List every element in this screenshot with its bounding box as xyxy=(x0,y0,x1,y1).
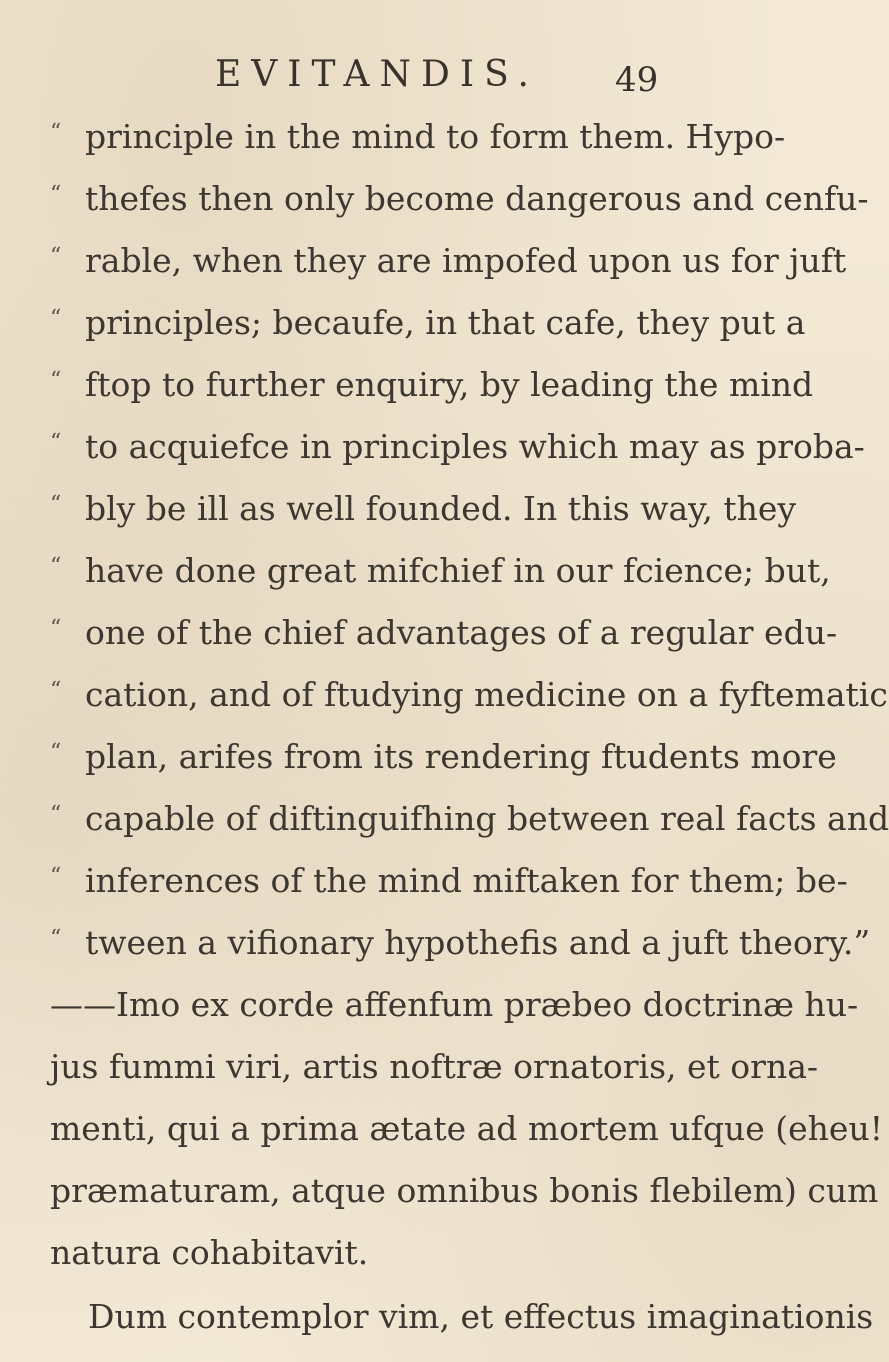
text-line xyxy=(0,1228,800,1278)
text-line xyxy=(0,298,806,348)
line-text: jus fummi viri, artis noftræ ornatoris, et orna- xyxy=(50,1047,819,1086)
line-text: natura cohabitavit. xyxy=(50,1233,369,1272)
text-line xyxy=(0,484,800,534)
line-text: tween a vifionary hypothefis and a juft theory.” xyxy=(85,923,871,962)
quote-mark: “ xyxy=(50,430,62,455)
text-line xyxy=(0,856,848,906)
page-number: 49 xyxy=(615,60,659,100)
line-text: præmaturam, atque omnibus bonis flebilem) cum xyxy=(50,1171,879,1210)
text-line xyxy=(0,608,838,658)
quote-mark: “ xyxy=(50,182,62,207)
quote-mark: “ xyxy=(50,554,62,579)
quote-mark: “ xyxy=(50,678,62,703)
line-text: rable, when they are impofed upon us for juft xyxy=(85,241,847,280)
running-title: EVITANDIS. xyxy=(215,54,539,95)
line-text: one of the chief advantages of a regular edu- xyxy=(85,613,838,652)
quote-mark: “ xyxy=(50,740,62,765)
line-text: have done great mifchief in our fcience; but, xyxy=(85,551,831,590)
text-line xyxy=(0,422,865,472)
line-text: principle in the mind to form them. Hypo- xyxy=(85,117,786,156)
running-head xyxy=(0,44,800,104)
quote-mark: “ xyxy=(50,492,62,517)
text-line xyxy=(0,980,859,1030)
line-text: principles; becaufe, in that cafe, they put a xyxy=(85,303,806,342)
text-line xyxy=(0,1042,819,1092)
line-text: plan, arifes from its rendering ftudents more xyxy=(85,737,837,776)
line-text: menti, qui a prima ætate ad mortem ufque (eheu! xyxy=(50,1109,883,1148)
text-line xyxy=(0,1292,874,1342)
line-text: ——Imo ex corde affenfum præbeo doctrinæ hu- xyxy=(50,985,859,1024)
text-line xyxy=(0,670,888,720)
quote-mark: “ xyxy=(50,926,62,951)
quote-mark: “ xyxy=(50,120,62,145)
line-text: to acquiefce in principles which may as proba- xyxy=(85,427,865,466)
text-line xyxy=(0,794,889,844)
line-text: capable of diftinguifhing between real facts and xyxy=(85,799,889,838)
text-line xyxy=(0,732,837,782)
text-line xyxy=(0,918,871,968)
text-line xyxy=(0,236,847,286)
text-line xyxy=(0,1166,879,1216)
quote-mark: “ xyxy=(50,306,62,331)
text-line xyxy=(0,360,814,410)
text-line xyxy=(0,112,800,162)
quote-mark: “ xyxy=(50,616,62,641)
line-text: thefes then only become dangerous and cenfu- xyxy=(85,179,869,218)
text-line xyxy=(0,174,869,224)
line-text: ftop to further enquiry, by leading the mind xyxy=(85,365,814,404)
line-text: inferences of the mind miftaken for them; be- xyxy=(85,861,848,900)
line-text: bly be ill as well founded. In this way, they xyxy=(85,489,797,528)
text-line xyxy=(0,546,831,596)
quote-mark: “ xyxy=(50,864,62,889)
text-line xyxy=(0,1104,883,1154)
line-text: Dum contemplor vim, et effectus imaginationis xyxy=(88,1297,874,1336)
quote-mark: “ xyxy=(50,802,62,827)
quote-mark: “ xyxy=(50,244,62,269)
quote-mark: “ xyxy=(50,368,62,393)
line-text: cation, and of ftudying medicine on a fyftematic xyxy=(85,675,888,714)
